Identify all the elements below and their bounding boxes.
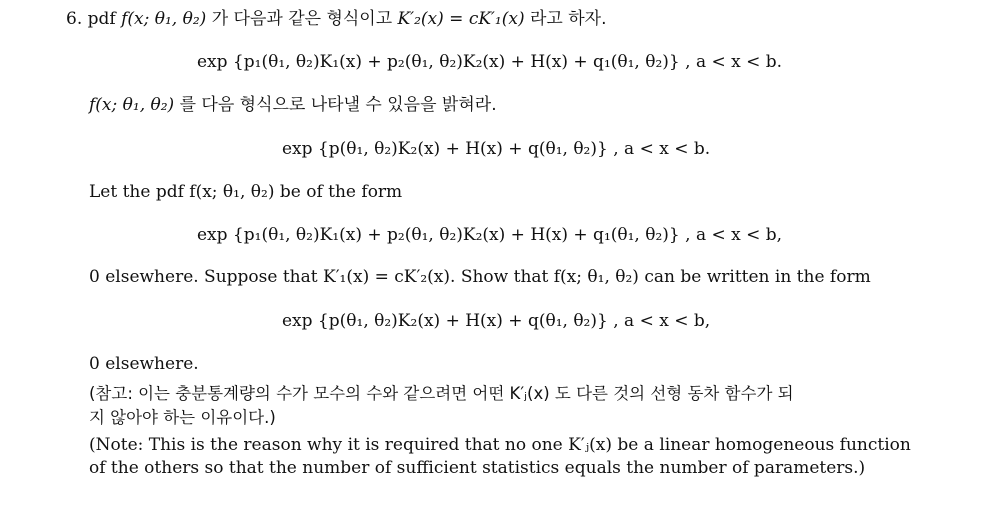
intro-pdf-word: pdf bbox=[87, 9, 122, 29]
korean-note-line-2: 지 않아야 하는 이유이다.) bbox=[89, 408, 276, 427]
intro-korean-text-2: 라고 하자. bbox=[524, 9, 607, 29]
english-intro: Let the pdf f(x; θ₁, θ₂) be of the form bbox=[89, 182, 403, 202]
korean-note-line-1: (참고: 이는 충분통계량의 수가 모수의 수와 같으려면 어떤 K′ⱼ(x) 도 다른 것의 선형 동차 함수가 되 bbox=[89, 384, 794, 403]
intro-f-expression: f(x; θ₁, θ₂) bbox=[121, 9, 207, 29]
intro-korean-text-1: 가 다음과 같은 형식이고 bbox=[206, 9, 398, 29]
intro-condition: K′₂(x) = cK′₁(x) bbox=[397, 9, 525, 29]
english-elsewhere-1: 0 elsewhere. Suppose that K′₁(x) = cK′₂(x). Show that f(x; θ₁, θ₂) can be written in the form bbox=[89, 267, 871, 287]
english-note-line-2: of the others so that the number of sufficient statistics equals the number of parameters.) bbox=[89, 458, 866, 478]
problem-korean-intro bbox=[66, 8, 606, 30]
english-elsewhere-2: 0 elsewhere. bbox=[89, 354, 199, 374]
english-note-line-1: (Note: This is the reason why it is required that no one K′ⱼ(x) be a linear homogeneous function bbox=[89, 435, 911, 455]
english-equation-1: exp {p₁(θ₁, θ₂)K₁(x) + p₂(θ₁, θ₂)K₂(x) + H(x) + q₁(θ₁, θ₂)} , a < x < b, bbox=[197, 225, 783, 245]
korean-equation-2: exp {p(θ₁, θ₂)K₂(x) + H(x) + q(θ₁, θ₂)} , a < x < b. bbox=[282, 139, 711, 159]
korean-show-statement bbox=[89, 94, 497, 116]
english-equation-2: exp {p(θ₁, θ₂)K₂(x) + H(x) + q(θ₁, θ₂)} , a < x < b, bbox=[282, 311, 711, 331]
problem-number: 6. bbox=[66, 9, 83, 29]
korean-equation-1: exp {p₁(θ₁, θ₂)K₁(x) + p₂(θ₁, θ₂)K₂(x) + H(x) + q₁(θ₁, θ₂)} , a < x < b. bbox=[197, 52, 783, 72]
show-f-expression: f(x; θ₁, θ₂) bbox=[89, 95, 175, 115]
show-korean-text: 를 다음 형식으로 나타낼 수 있음을 밝혀라. bbox=[174, 95, 497, 115]
